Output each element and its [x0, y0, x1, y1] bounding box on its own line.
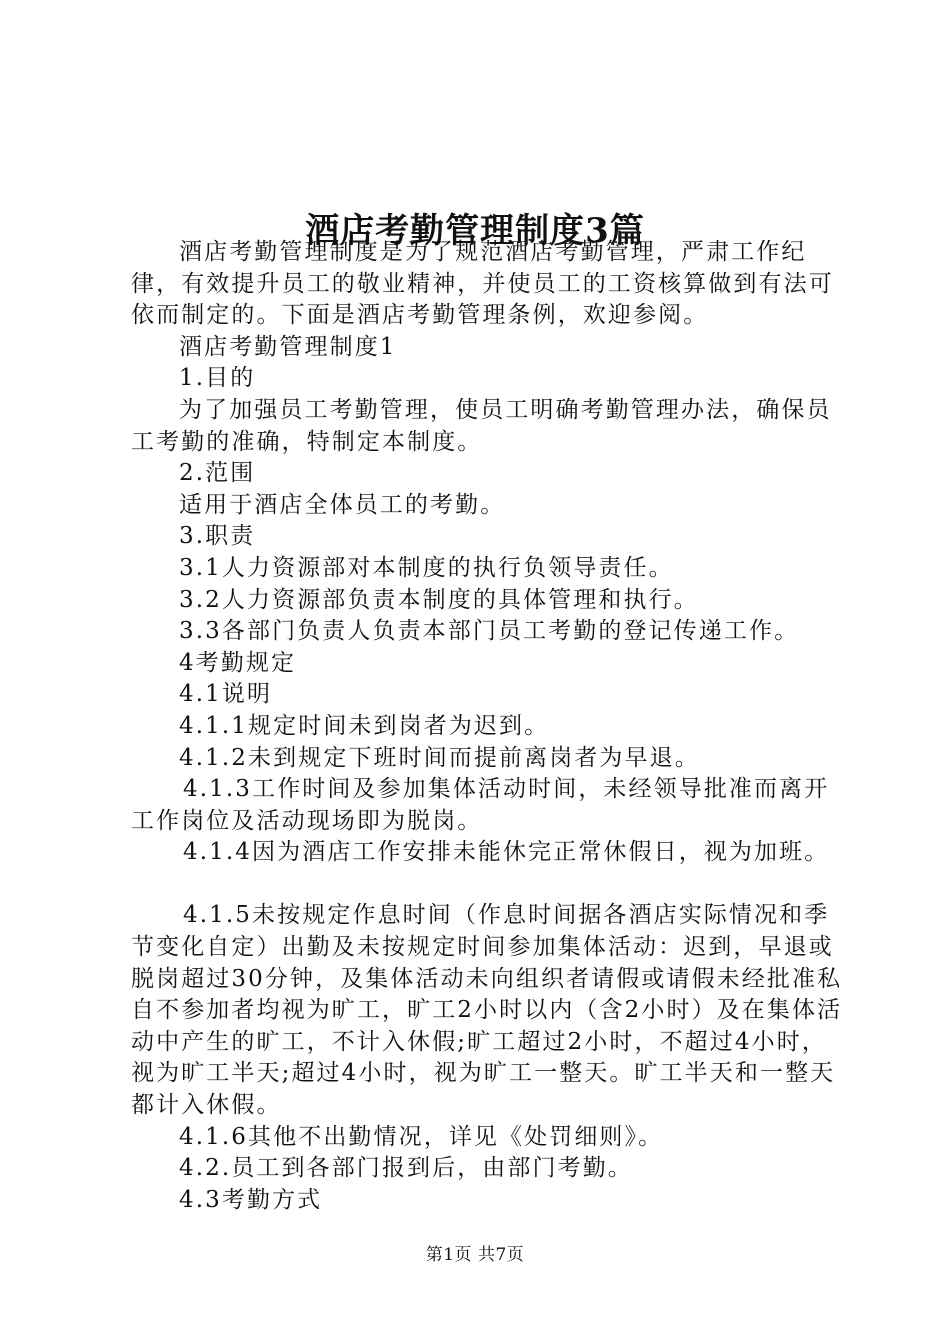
clause-text: 3.1人力资源部对本制度的执行负领导责任。 [179, 554, 674, 581]
clause-text: 4.1.1规定时间未到岗者为迟到。 [179, 712, 550, 739]
clause-heading: 4.1说明 [179, 681, 273, 708]
document-title: 酒店考勤管理制度3篇 [305, 210, 645, 251]
section-heading-1: 酒店考勤管理制度1 [179, 333, 397, 360]
clause-heading: 1.目的 [179, 365, 256, 392]
clause-heading: 4.3考勤方式 [179, 1186, 323, 1213]
blank-line [131, 869, 851, 901]
clause-text: 4.1.3工作时间及参加集体活动时间，未经领导批准而离开工作岗位及活动现场即为脱岗。 [131, 776, 830, 834]
clause-heading: 4考勤规定 [179, 649, 297, 676]
clause-text: 4.1.4因为酒店工作安排未能休完正常休假日，视为加班。 [183, 839, 830, 866]
page-footer: 第1页 共7页 [425, 1245, 525, 1265]
clause-text: 4.1.6其他不出勤情况，详见《处罚细则》。 [179, 1123, 664, 1150]
clause-text: 4.2.员工到各部门报到后，由部门考勤。 [179, 1155, 633, 1182]
document-body [131, 237, 851, 1216]
intro-paragraph: 酒店考勤管理制度是为了规范酒店考勤管理，严肃工作纪律，有效提升员工的敬业精神，并使员工的工资核算做到有法可依而制定的。下面是酒店考勤管理条例，欢迎参阅。 [131, 239, 834, 329]
clause-text: 4.1.5未按规定作息时间（作息时间据各酒店实际情况和季节变化自定）出勤及未按规定时间参加集体活动：迟到，早退或脱岗超过30分钟，及集体活动未向组织者请假或请假未经批准私自不参加者均视为旷工，旷工2小时以内（含2小时）及在集体活动中产生的旷工，不计入休假;旷工超过2小时，不超过4小时，视为旷工半天;超过4小时，视为旷工一整天。旷工半天和一整天都计入休假。 [131, 902, 843, 1119]
clause-text: 3.2人力资源部负责本制度的具体管理和执行。 [179, 586, 699, 613]
clause-heading: 2.范围 [179, 460, 256, 487]
clause-text: 适用于酒店全体员工的考勤。 [179, 491, 506, 518]
clause-heading: 3.职责 [179, 523, 256, 550]
clause-text: 为了加强员工考勤管理，使员工明确考勤管理办法，确保员工考勤的准确，特制定本制度。 [131, 396, 832, 455]
clause-text: 3.3各部门负责人负责本部门员工考勤的登记传递工作。 [179, 618, 800, 645]
clause-text: 4.1.2未到规定下班时间而提前离岗者为早退。 [179, 744, 700, 771]
